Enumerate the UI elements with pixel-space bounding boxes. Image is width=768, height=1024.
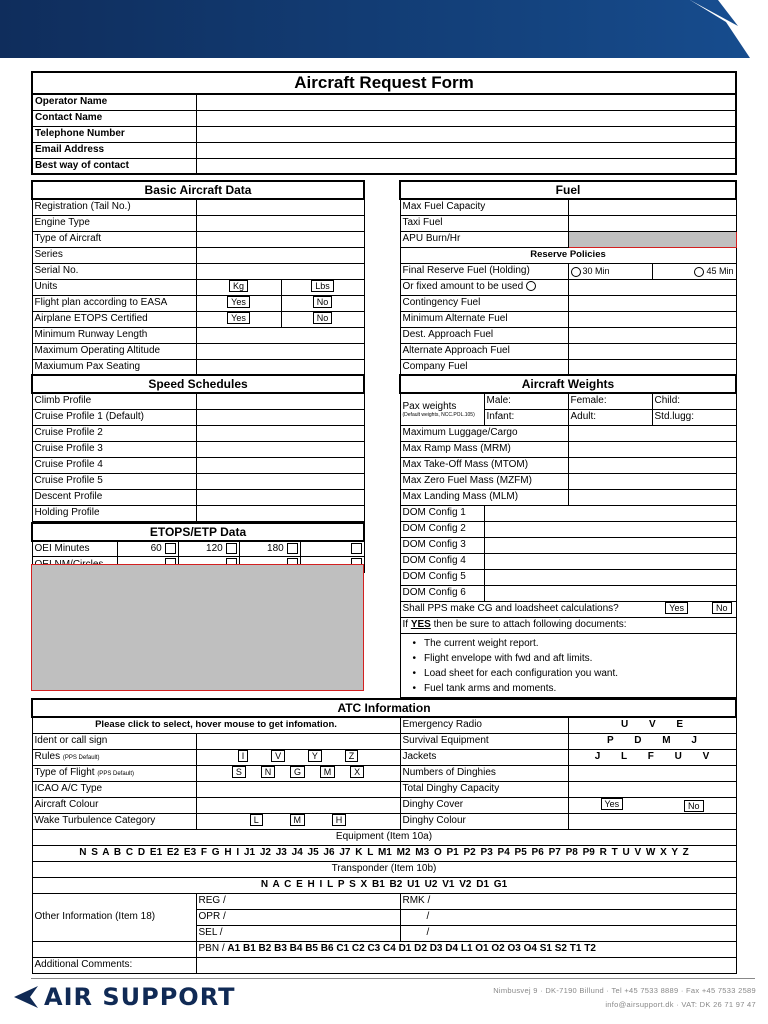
cruise-1-label: Cruise Profile 1 (Default)	[32, 409, 196, 425]
fuel-header: Fuel	[400, 181, 736, 199]
oei-60-label: 60	[150, 542, 162, 554]
alt-approach-label: Alternate Approach Fuel	[400, 343, 568, 359]
pbn-label: PBN /	[198, 943, 225, 954]
easa-yes-button[interactable]: Yes	[227, 296, 250, 308]
email-field[interactable]	[196, 142, 736, 158]
engine-type-label: Engine Type	[32, 215, 196, 231]
dom-3-label: DOM Config 3	[400, 537, 484, 553]
telephone-label: Telephone Number	[32, 126, 196, 142]
altitude-label: Maximum Operating Altitude	[32, 343, 196, 359]
engine-type-field[interactable]	[196, 215, 364, 231]
icao-type-field[interactable]	[196, 781, 400, 797]
fuel-table	[399, 180, 737, 698]
flight-type-x-button[interactable]: X	[350, 766, 364, 778]
atc-table	[31, 698, 737, 974]
reserve-45-radio[interactable]	[694, 267, 704, 277]
runway-field[interactable]	[196, 327, 364, 343]
infant-field[interactable]: Infant:	[484, 409, 568, 425]
descent-label: Descent Profile	[32, 489, 196, 505]
best-contact-label: Best way of contact	[32, 158, 196, 174]
operator-name-field[interactable]	[196, 94, 736, 110]
pps-yes-button[interactable]: Yes	[665, 602, 688, 614]
contact-name-label: Contact Name	[32, 110, 196, 126]
oei-180-checkbox[interactable]	[287, 543, 298, 554]
rules-i-button[interactable]: I	[238, 750, 249, 762]
runway-label: Minimum Runway Length	[32, 327, 196, 343]
pax-seating-label: Maxiumum Pax Seating	[32, 359, 196, 375]
wake-m-button[interactable]: M	[290, 814, 306, 826]
dom-1-label: DOM Config 1	[400, 505, 484, 521]
min-alternate-field[interactable]	[568, 311, 736, 327]
etops-yes-button[interactable]: Yes	[227, 312, 250, 324]
aircraft-colour-label: Aircraft Colour	[32, 797, 196, 813]
mrm-field[interactable]	[568, 441, 736, 457]
dom-5-field[interactable]	[484, 569, 736, 585]
reserve-30-label: 30 Min	[582, 266, 610, 276]
dinghy-colour-field[interactable]	[568, 813, 736, 829]
equipment-options[interactable]: N S A B C D E1 E2 E3 F G H I J1 J2 J3 J4 J5 J6 J7 K L M1 M2 M3 O P1 P2 P3 P4 P5 P6 P7 P8 P9 R T U V W X Y Z	[32, 845, 736, 861]
serial-label: Serial No.	[32, 263, 196, 279]
pps-no-button[interactable]: No	[712, 602, 732, 614]
taxi-fuel-field[interactable]	[568, 215, 736, 231]
comments-label: Additional Comments:	[32, 957, 196, 973]
series-field[interactable]	[196, 247, 364, 263]
emergency-radio-label: Emergency Radio	[400, 717, 568, 733]
cover-yes-button[interactable]: Yes	[601, 798, 624, 810]
speed-schedules-header: Speed Schedules	[32, 375, 364, 393]
operator-name-label: Operator Name	[32, 94, 196, 110]
max-luggage-field[interactable]	[568, 425, 736, 441]
final-reserve-label: Final Reserve Fuel (Holding)	[400, 263, 568, 279]
ident-label: Ident or call sign	[32, 733, 196, 749]
dinghy-capacity-field[interactable]	[568, 781, 736, 797]
jackets-options[interactable]: J L F U V	[568, 749, 736, 765]
list-item: • Load sheet for each configuration you want.	[413, 666, 734, 681]
documents-list	[403, 636, 734, 696]
wake-l-button[interactable]: L	[250, 814, 263, 826]
aircraft-type-label: Type of Aircraft	[32, 231, 196, 247]
reserve-30-radio[interactable]	[571, 267, 581, 277]
footer-address: Nimbusvej 9 · DK-7190 Billund · Tel +45 7533 8889 · Fax +45 7533 2589	[493, 986, 756, 995]
oei-other-checkbox[interactable]	[351, 543, 362, 554]
max-luggage-label: Maximum Luggage/Cargo	[400, 425, 568, 441]
email-label: Email Address	[32, 142, 196, 158]
dom-2-field[interactable]	[484, 521, 736, 537]
climb-profile-field[interactable]	[196, 393, 364, 409]
min-alternate-label: Minimum Alternate Fuel	[400, 311, 568, 327]
apu-burn-field[interactable]	[568, 231, 736, 247]
contingency-field[interactable]	[568, 295, 736, 311]
cruise-4-label: Cruise Profile 4	[32, 457, 196, 473]
equipment-header: Equipment (Item 10a)	[32, 829, 736, 845]
pax-weights-note: (Default weights, NCC.POL.105)	[402, 412, 475, 419]
survival-label: Survival Equipment	[400, 733, 568, 749]
rules-v-button[interactable]: V	[271, 750, 285, 762]
list-item: • The current weight report.	[413, 636, 734, 651]
form-title: Aircraft Request Form	[31, 71, 737, 95]
pbn-options[interactable]: A1 B1 B2 B3 B4 B5 B6 C1 C2 C3 C4 D1 D2 D3 D4 L1 O1 O2 O3 O4 S1 S2 T1 T2	[227, 943, 596, 954]
oei-180-label: 180	[267, 542, 284, 554]
male-field[interactable]: Male:	[484, 393, 568, 409]
rules-y-button[interactable]: Y	[308, 750, 322, 762]
dom-4-field[interactable]	[484, 553, 736, 569]
units-label: Units	[32, 279, 196, 295]
mzfm-label: Max Zero Fuel Mass (MZFM)	[400, 473, 568, 489]
opr-field[interactable]: OPR /	[196, 909, 400, 925]
cover-no-button[interactable]: No	[684, 800, 704, 812]
jackets-label: Jackets	[400, 749, 568, 765]
transponder-header: Transponder (Item 10b)	[32, 861, 736, 877]
registration-field[interactable]	[196, 199, 364, 215]
weights-header: Aircraft Weights	[400, 375, 736, 393]
header-band	[0, 0, 768, 58]
cruise-5-field[interactable]	[196, 473, 364, 489]
list-item: • Fuel tank arms and moments.	[413, 681, 734, 696]
mtom-label: Max Take-Off Mass (MTOM)	[400, 457, 568, 473]
flight-type-s-button[interactable]: S	[232, 766, 246, 778]
mtom-field[interactable]	[568, 457, 736, 473]
oei-60-checkbox[interactable]	[165, 543, 176, 554]
std-lugg-field[interactable]: Std.lugg:	[652, 409, 736, 425]
holding-label: Holding Profile	[32, 505, 196, 521]
descent-field[interactable]	[196, 489, 364, 505]
dinghy-capacity-label: Total Dinghy Capacity	[400, 781, 568, 797]
dom-4-label: DOM Config 4	[400, 553, 484, 569]
fixed-amount-field[interactable]	[568, 279, 736, 295]
mlm-label: Max Landing Mass (MLM)	[400, 489, 568, 505]
company-fuel-field[interactable]	[568, 359, 736, 375]
climb-profile-label: Climb Profile	[32, 393, 196, 409]
flight-type-m-button[interactable]: M	[320, 766, 336, 778]
contact-table	[31, 93, 737, 175]
footer-divider	[31, 978, 755, 979]
holding-field[interactable]	[196, 505, 364, 521]
basic-aircraft-table	[31, 180, 365, 522]
flight-type-label: Type of Flight	[34, 766, 95, 778]
dom-6-field[interactable]	[484, 585, 736, 601]
comments-field[interactable]	[196, 957, 736, 973]
adult-field[interactable]: Adult:	[568, 409, 652, 425]
air-support-logo: AIR SUPPORT	[14, 984, 235, 1010]
attach-note: If YES then be sure to attach following documents:	[400, 617, 736, 633]
basic-aircraft-header: Basic Aircraft Data	[32, 181, 364, 199]
flight-type-g-button[interactable]: G	[290, 766, 305, 778]
footer-contact	[493, 984, 756, 1012]
cruise-2-field[interactable]	[196, 425, 364, 441]
survival-options[interactable]: P D M J	[568, 733, 736, 749]
dinghy-colour-label: Dinghy Colour	[400, 813, 568, 829]
altitude-field[interactable]	[196, 343, 364, 359]
easa-no-button[interactable]: No	[313, 296, 333, 308]
units-lbs-button[interactable]: Lbs	[311, 280, 334, 292]
max-fuel-label: Max Fuel Capacity	[400, 199, 568, 215]
dom-1-field[interactable]	[484, 505, 736, 521]
mrm-label: Max Ramp Mass (MRM)	[400, 441, 568, 457]
dest-approach-field[interactable]	[568, 327, 736, 343]
units-kg-button[interactable]: Kg	[229, 280, 248, 292]
alt-approach-field[interactable]	[568, 343, 736, 359]
contact-name-field[interactable]	[196, 110, 736, 126]
reserve-policies-header: Reserve Policies	[400, 247, 736, 263]
pax-seating-field[interactable]	[196, 359, 364, 375]
etops-no-button[interactable]: No	[313, 312, 333, 324]
dinghy-cover-label: Dinghy Cover	[400, 797, 568, 813]
fixed-amount-radio[interactable]	[526, 281, 536, 291]
atc-hint: Please click to select, hover mouse to get infomation.	[32, 717, 400, 733]
aircraft-colour-field[interactable]	[196, 797, 400, 813]
oei-120-label: 120	[206, 542, 223, 554]
cruise-4-field[interactable]	[196, 457, 364, 473]
cruise-5-label: Cruise Profile 5	[32, 473, 196, 489]
cruise-3-label: Cruise Profile 3	[32, 441, 196, 457]
oei-120-checkbox[interactable]	[226, 543, 237, 554]
series-label: Series	[32, 247, 196, 263]
rules-label: Rules	[34, 750, 61, 762]
reserve-45-label: 45 Min	[706, 266, 734, 276]
rules-z-button[interactable]: Z	[345, 750, 359, 762]
opr-slash[interactable]: /	[400, 909, 736, 925]
female-field[interactable]: Female:	[568, 393, 652, 409]
logo-mark-icon	[14, 986, 38, 1008]
wake-h-button[interactable]: H	[332, 814, 347, 826]
dom-3-field[interactable]	[484, 537, 736, 553]
flight-type-n-button[interactable]: N	[261, 766, 276, 778]
rules-note: (PPS Default)	[62, 754, 100, 761]
dest-approach-label: Dest. Approach Fuel	[400, 327, 568, 343]
brand-chevron-icon	[688, 0, 768, 58]
apu-burn-label: APU Burn/Hr	[400, 231, 568, 247]
wake-label: Wake Turbulence Category	[32, 813, 196, 829]
cruise-1-field[interactable]	[196, 409, 364, 425]
reg-field[interactable]: REG /	[196, 893, 400, 909]
taxi-fuel-label: Taxi Fuel	[400, 215, 568, 231]
dom-2-label: DOM Config 2	[400, 521, 484, 537]
easa-label: Flight plan according to EASA	[32, 295, 196, 311]
rmk-field[interactable]: RMK /	[400, 893, 736, 909]
icao-type-label: ICAO A/C Type	[32, 781, 196, 797]
pps-question: Shall PPS make CG and loadsheet calculations?	[402, 603, 619, 614]
footer-email: info@airsupport.dk · VAT: DK 26 71 97 47	[605, 1000, 756, 1009]
dinghies-field[interactable]	[568, 765, 736, 781]
transponder-options[interactable]: N A C E H I L P S X B1 B2 U1 U2 V1 V2 D1 G1	[32, 877, 736, 893]
best-contact-field[interactable]	[196, 158, 736, 174]
atc-header: ATC Information	[32, 699, 736, 717]
cruise-2-label: Cruise Profile 2	[32, 425, 196, 441]
etops-cert-label: Airplane ETOPS Certified	[32, 311, 196, 327]
other-info-label: Other Information (Item 18)	[32, 893, 196, 941]
cruise-3-field[interactable]	[196, 441, 364, 457]
registration-label: Registration (Tail No.)	[32, 199, 196, 215]
dom-5-label: DOM Config 5	[400, 569, 484, 585]
serial-field[interactable]	[196, 263, 364, 279]
sel-slash[interactable]: /	[400, 925, 736, 941]
sel-field[interactable]: SEL /	[196, 925, 400, 941]
child-field[interactable]: Child:	[652, 393, 736, 409]
flight-type-note: (PPS Default)	[97, 770, 134, 777]
etops-header: ETOPS/ETP Data	[32, 523, 364, 541]
pax-weights-label: Pax weights	[402, 401, 457, 413]
company-fuel-label: Company Fuel	[400, 359, 568, 375]
mzfm-field[interactable]	[568, 473, 736, 489]
oei-minutes-label: OEI Minutes	[32, 541, 117, 557]
list-item: • Flight envelope with fwd and aft limits.	[413, 651, 734, 666]
dinghies-label: Numbers of Dinghies	[400, 765, 568, 781]
telephone-field[interactable]	[196, 126, 736, 142]
mlm-field[interactable]	[568, 489, 736, 505]
aircraft-type-field[interactable]	[196, 231, 364, 247]
ident-field[interactable]	[196, 733, 400, 749]
max-fuel-field[interactable]	[568, 199, 736, 215]
fixed-amount-label: Or fixed amount to be used	[402, 281, 524, 292]
emergency-radio-options[interactable]: U V E	[568, 717, 736, 733]
dom-6-label: DOM Config 6	[400, 585, 484, 601]
contingency-label: Contingency Fuel	[400, 295, 568, 311]
image-placeholder	[31, 564, 364, 691]
